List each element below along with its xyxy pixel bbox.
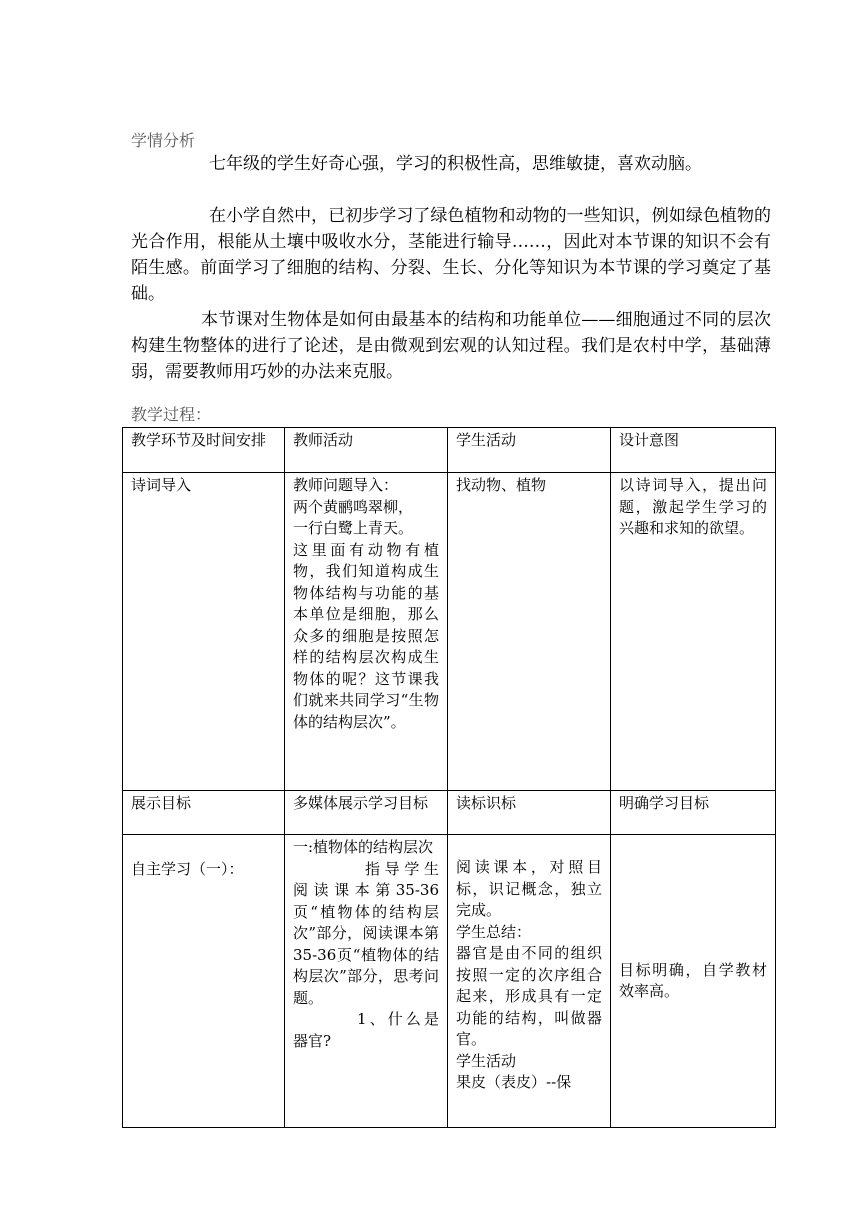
cell-teacher: 多媒体展示学习目标 xyxy=(285,791,448,835)
teacher-line: 两个黄鹂鸣翠柳， xyxy=(293,497,414,516)
teacher-line: 1、什么是器官? xyxy=(293,1010,439,1050)
paragraph-1: 七年级的学生好奇心强，学习的积极性高，思维敏捷，喜欢动脑。 xyxy=(209,154,702,174)
paragraph-3: 本节课对生物体是如何由最基本的结构和功能单位——细胞通过不同的层次构建生物整体的进行了论述，是由微观到宏观的认知过程。我们是农村中学，基础薄弱，需要教师用巧妙的办法来克服。 xyxy=(131,310,771,382)
cell-student xyxy=(448,835,611,1128)
teacher-line: 教师问题导入： xyxy=(293,476,399,494)
cell-teacher xyxy=(285,835,448,1128)
cell-student: 找动物、植物 xyxy=(448,473,611,791)
table-row xyxy=(123,473,776,791)
student-line: 器官是由不同的组织按照一定的次序组合起来，形成具有一定功能的结构，叫做器官。 xyxy=(456,944,602,1048)
teacher-line: 一行白鹭上青天。 xyxy=(293,519,414,537)
table-row xyxy=(123,791,776,835)
cell-stage: 诗词导入 xyxy=(123,473,285,791)
paragraph-2: 在小学自然中，已初步学习了绿色植物和动物的一些知识，例如绿色植物的光合作用，根能从土壤中吸收水分，茎能进行输导……，因此对本节课的知识不会有陌生感。前面学习了细胞的结构、分裂、生长、分化等知识为本节课的学习奠定了基础。 xyxy=(131,206,771,304)
teacher-line: 一:植物体的结构层次 xyxy=(293,838,434,856)
section-title-process: 教学过程： xyxy=(131,405,212,424)
header-teacher: 教师活动 xyxy=(285,428,448,473)
student-line: 阅读课本，对照目标，识记概念，独立完成。 xyxy=(456,858,602,919)
teacher-line: 这里面有动物有植物，我们知道构成生物体结构与功能的基本单位是细胞，那么众多的细胞是按照怎样的结构层次构成生物体的呢？这节课我们就来共同学习“生物体的结构层次”。 xyxy=(293,540,439,731)
section-title-analysis: 学情分析 xyxy=(131,131,196,150)
header-stage: 教学环节及时间安排 xyxy=(123,428,285,473)
student-line: 学生总结： xyxy=(456,922,532,941)
teaching-process-table xyxy=(122,427,776,1128)
header-student: 学生活动 xyxy=(448,428,611,473)
cell-intent: 目标明确，自学教材效率高。 xyxy=(611,835,776,1128)
cell-intent: 明确学习目标 xyxy=(611,791,776,835)
cell-student: 读标识标 xyxy=(448,791,611,835)
student-line: 学生活动 xyxy=(456,1051,517,1070)
cell-stage: 自主学习（一）： xyxy=(123,835,285,1128)
student-line: 果皮（表皮）--保 xyxy=(456,1073,572,1091)
cell-teacher xyxy=(285,473,448,791)
header-intent: 设计意图 xyxy=(611,428,776,473)
table-header-row xyxy=(123,428,776,473)
cell-stage: 展示目标 xyxy=(123,791,285,835)
cell-intent: 以诗词导入，提出问题，激起学生学习的兴趣和求知的欲望。 xyxy=(611,473,776,791)
table-row xyxy=(123,835,776,1128)
teacher-line: 指导学生阅读课本第35-36页“植物体的结构层次”部分，阅读课本第35-36页“植物体的结构层次”部分，思考问题。 xyxy=(293,859,439,1007)
